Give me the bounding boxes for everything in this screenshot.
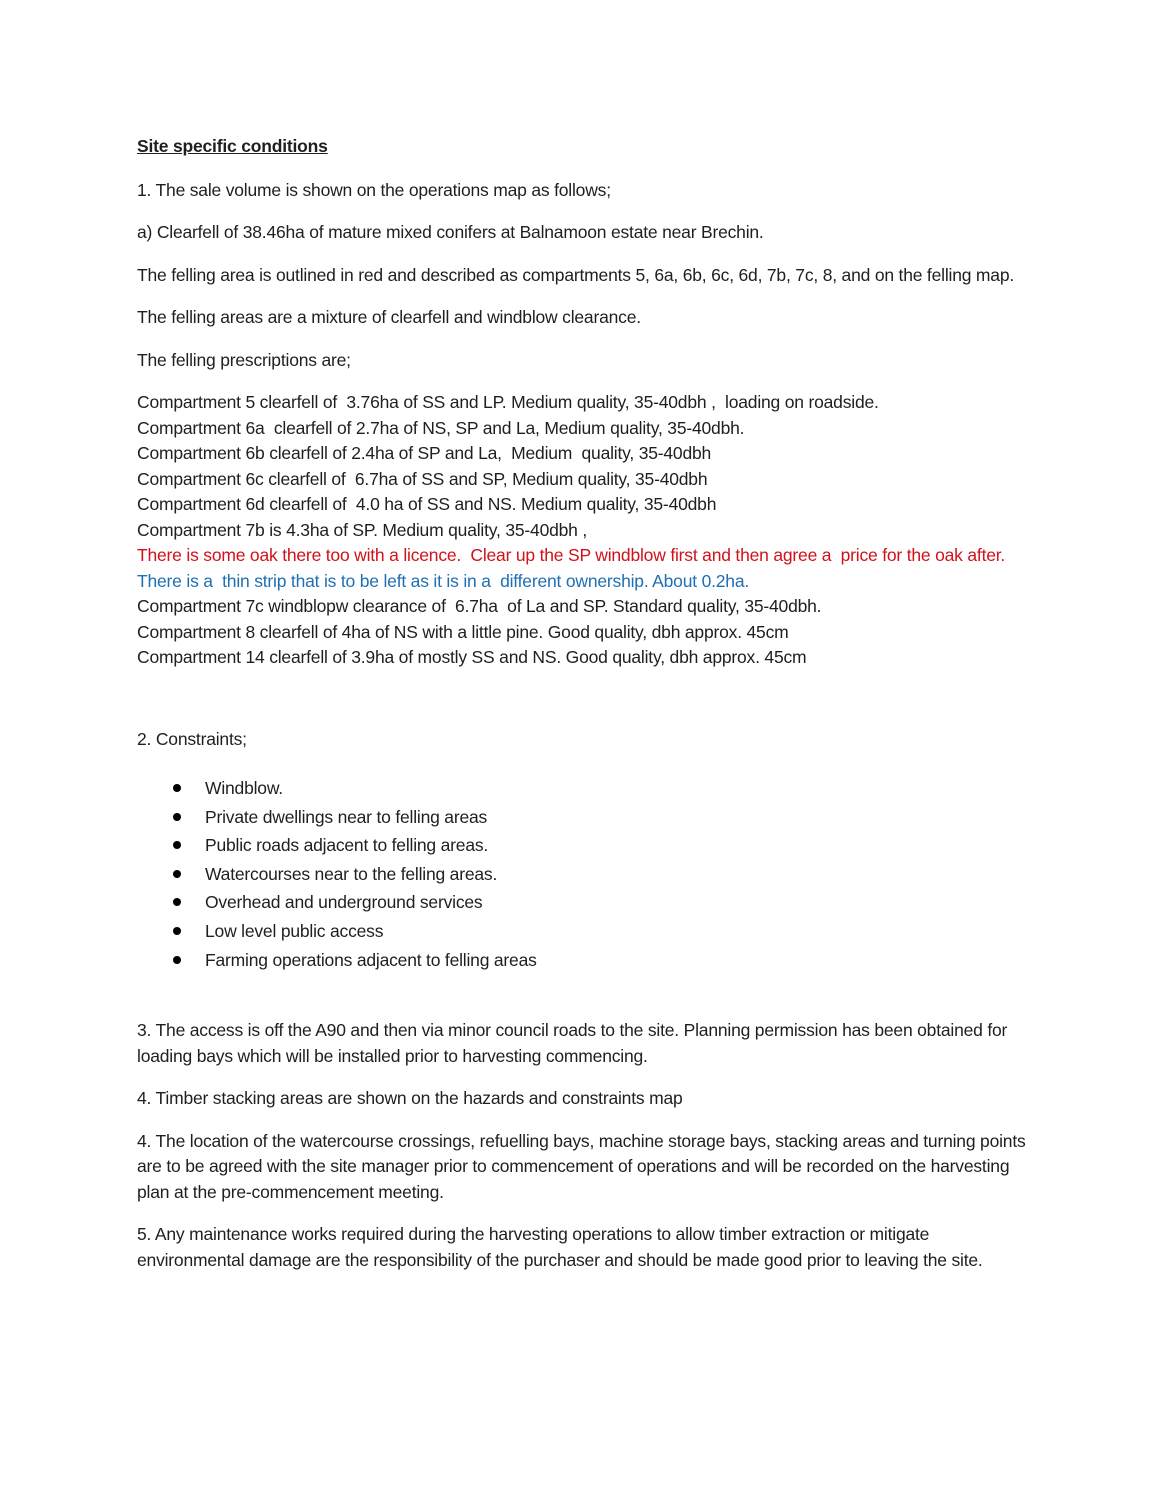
constraint-text: Overhead and underground services: [205, 892, 483, 913]
prescriptions-list: [137, 390, 1037, 671]
list-item: [137, 803, 1037, 832]
constraints-title: 2. Constraints;: [137, 728, 247, 749]
prescription-line: Compartment 5 clearfell of 3.76ha of SS and LP. Medium quality, 35-40dbh , loading on roadside.: [137, 392, 879, 412]
constraint-text: Public roads adjacent to felling areas.: [205, 835, 489, 856]
prescription-line: Compartment 8 clearfell of 4ha of NS with a little pine. Good quality, dbh approx. 45cm: [137, 621, 789, 642]
sale-volume-paragraph: 1. The sale volume is shown on the operations map as follows;: [137, 179, 611, 200]
document-page: [137, 134, 1037, 1290]
clearfell-summary-paragraph: a) Clearfell of 38.46ha of mature mixed conifers at Balnamoon estate near Brechin.: [137, 222, 764, 242]
list-item: [137, 774, 1037, 803]
prescription-line: Compartment 6b clearfell of 2.4ha of SP and La, Medium quality, 35-40dbh: [137, 443, 712, 463]
constraint-text: Watercourses near to the felling areas.: [205, 863, 498, 884]
constraints-list: [137, 774, 1037, 974]
location-paragraph: 4. The location of the watercourse crossings, refuelling bays, machine storage bays, stacking areas and turning points are to be agreed with the site manager prior to commencement of operations and will be recorded on the harvesting plan at the pre-commencement meeting.: [137, 1130, 1026, 1202]
list-item: [137, 888, 1037, 917]
bullet-icon: [173, 956, 181, 964]
oak-licence-note: There is some oak there too with a licence. Clear up the SP windblow first and then agree a price for the oak after.: [137, 545, 1006, 565]
prescription-line: Compartment 6c clearfell of 6.7ha of SS and SP, Medium quality, 35-40dbh: [137, 468, 708, 489]
bullet-icon: [173, 870, 181, 878]
thin-strip-note: There is a thin strip that is to be left as it is in a different ownership. About 0.2ha.: [137, 570, 750, 591]
constraint-text: Windblow.: [205, 778, 283, 798]
prescriptions-intro: The felling prescriptions are;: [137, 349, 351, 370]
bullet-icon: [173, 841, 181, 849]
prescription-line: Compartment 6d clearfell of 4.0 ha of SS and NS. Medium quality, 35-40dbh: [137, 494, 717, 514]
constraint-text: Farming operations adjacent to felling areas: [205, 949, 537, 970]
list-item: [137, 917, 1037, 946]
access-paragraph: 3. The access is off the A90 and then via minor council roads to the site. Planning permission has been obtained for loading bays which will be installed prior to harvesting commencing.: [137, 1020, 1008, 1066]
bullet-icon: [173, 813, 181, 821]
prescription-line: Compartment 7b is 4.3ha of SP. Medium quality, 35-40dbh ,: [137, 519, 588, 540]
list-item: [137, 860, 1037, 889]
prescription-line: Compartment 7c windblopw clearance of 6.7ha of La and SP. Standard quality, 35-40dbh.: [137, 596, 822, 616]
constraint-text: Low level public access: [205, 920, 384, 941]
section-heading: Site specific conditions: [137, 136, 328, 156]
prescription-line: Compartment 14 clearfell of 3.9ha of mostly SS and NS. Good quality, dbh approx. 45cm: [137, 647, 807, 667]
bullet-icon: [173, 898, 181, 906]
felling-area-paragraph: The felling area is outlined in red and described as compartments 5, 6a, 6b, 6c, 6d, 7b, 7c, 8, and on the felling map.: [137, 264, 1015, 285]
list-item: [137, 831, 1037, 860]
maintenance-paragraph: 5. Any maintenance works required during the harvesting operations to allow timber extraction or mitigate environmental damage are the responsibility of the purchaser and should be made good prior to leaving the site.: [137, 1224, 983, 1270]
list-item: [137, 946, 1037, 975]
prescription-line: Compartment 6a clearfell of 2.7ha of NS, SP and La, Medium quality, 35-40dbh.: [137, 417, 745, 438]
felling-mixture-paragraph: The felling areas are a mixture of clearfell and windblow clearance.: [137, 307, 641, 327]
stacking-paragraph: 4. Timber stacking areas are shown on the hazards and constraints map: [137, 1088, 683, 1109]
constraint-text: Private dwellings near to felling areas: [205, 806, 488, 827]
bullet-icon: [173, 927, 181, 935]
bullet-icon: [173, 784, 181, 792]
